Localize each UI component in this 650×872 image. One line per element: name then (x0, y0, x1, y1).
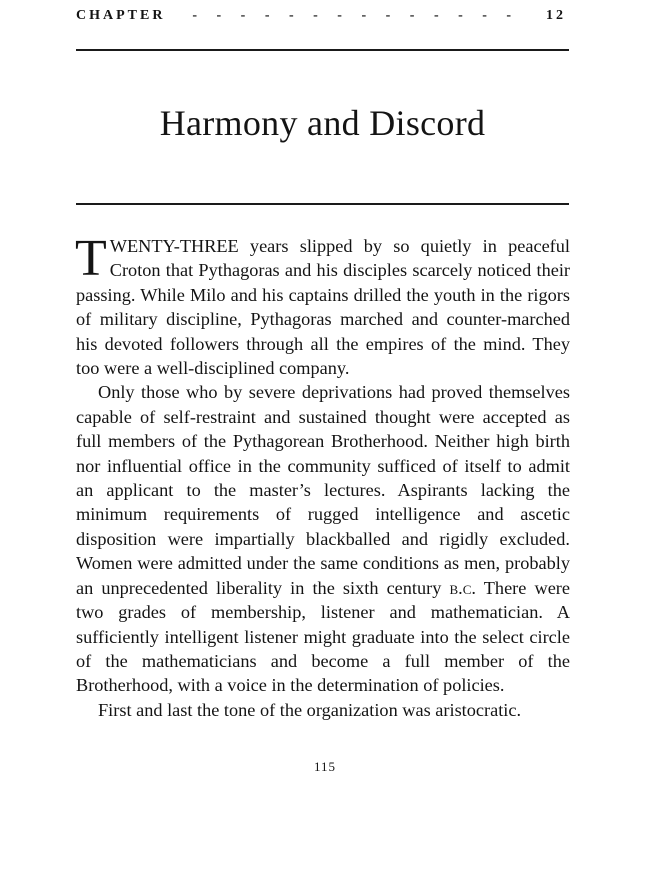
paragraph-3-text: First and last the tone of the organization was aristocratic. (98, 699, 522, 720)
top-rule (76, 49, 569, 51)
paragraph-1 (75, 230, 570, 380)
chapter-number: 12 (545, 8, 566, 23)
paragraph-3 (76, 698, 570, 722)
bottom-rule (76, 203, 569, 205)
page-number: 115 (313, 759, 337, 774)
paragraph-1-text: WENTY-THREE years slipped by so quietly in peaceful Croton that Pythagoras and his disciples scarcely noticed their passing. While Milo and his captains drilled the youth in the rigors of military discipline, Pythagoras marched and counter-marched his devoted followers through all the empires of the mind. They too were a well-disciplined company. (76, 236, 570, 379)
paragraph-2-text-before: Only those who by severe deprivations had proved themselves capable of self-restraint and sustained thought were accepted as full members of the Pythagorean Brotherhood. Neither high birth nor influential office in the community sufficed of itself to admit an applicant to the master’s lectures. Aspirants lacking the minimum requirements of rugged intelligence and ascetic disposition were impartially blackballed and rigidly excluded. Women were admitted under the same conditions as men, probably an unprecedented liberality in the sixth century (76, 382, 570, 598)
chapter-label: CHAPTER (76, 8, 166, 23)
body-text (75, 230, 571, 722)
chapter-header (76, 8, 566, 24)
paragraph-2-text-after: There were two grades of membership, listener and mathematician. A sufficiently intelligent listener might graduate into the select circle of the mathematicians and become a full member of the Brotherhood, with a voice in the determination of policies. (76, 577, 571, 696)
era-abbreviation: b.c. (449, 577, 476, 598)
drop-cap: T (75, 230, 107, 287)
header-dashes: - - - - - - - - - - - - - - (192, 8, 520, 23)
paragraph-2 (76, 380, 570, 697)
chapter-title: Harmony and Discord (159, 103, 486, 143)
